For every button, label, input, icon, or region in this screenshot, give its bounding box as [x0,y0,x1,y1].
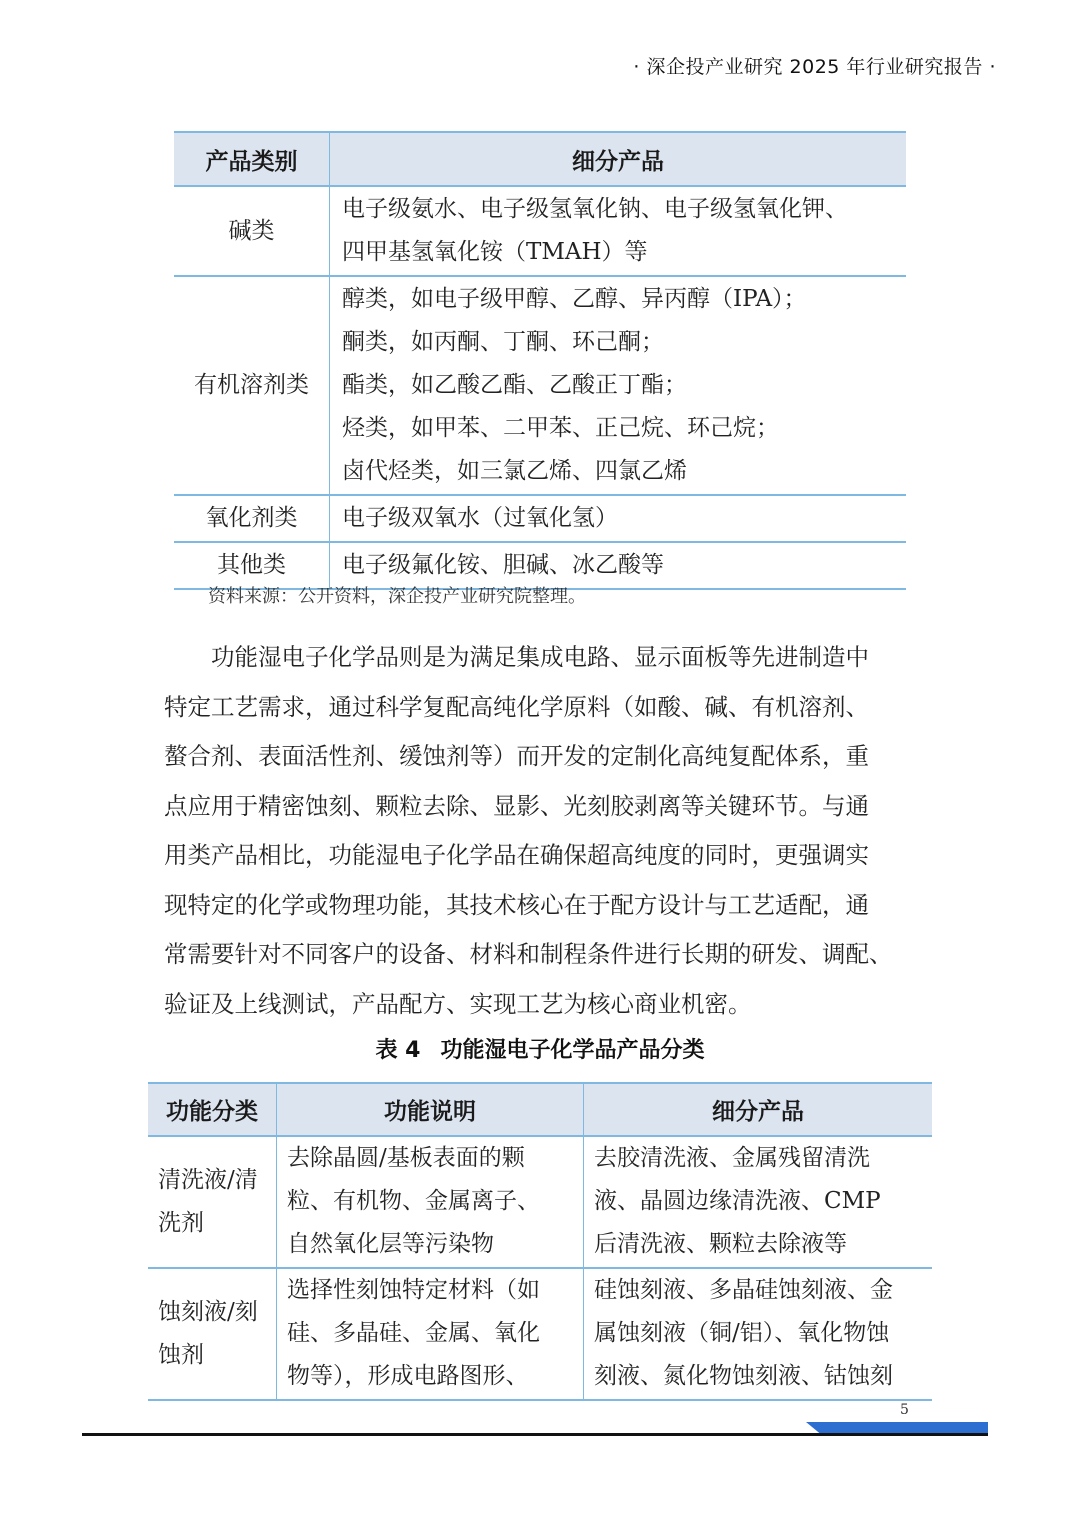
paragraph-line: 点应用于精密蚀刻、颗粒去除、显影、光刻胶剥离等关键环节。与通 [164,791,869,820]
cell-line: 属蚀刻液（铜/铝）、氧化物蚀 [594,1320,890,1346]
category-cell: 有机溶剂类 [174,276,330,495]
cell-line: 硅、多晶硅、金属、氧化 [287,1320,540,1346]
category-cell [148,1136,277,1268]
products-cell [584,1268,933,1400]
table-row [148,1136,932,1268]
cell-line: 后清洗液、颗粒去除液等 [594,1231,847,1257]
product-line: 卤代烃类，如三氯乙烯、四氯乙烯 [342,458,687,484]
cell-line: 洗剂 [158,1209,204,1236]
table-row [174,186,906,276]
product-line: 醇类，如电子级甲醇、乙醇、异丙醇（IPA）； [342,286,807,312]
category-cell [148,1268,277,1400]
column-header: 功能说明 [277,1083,584,1136]
paragraph-line: 验证及上线测试，产品配方、实现工艺为核心商业机密。 [164,989,752,1018]
table-title: 功能湿电子化学品产品分类 [440,1038,705,1063]
products-cell [330,186,907,276]
table-row [148,1268,932,1400]
product-line: 电子级氟化铵、胆碱、冰乙酸等 [342,552,664,578]
cell-line: 去胶清洗液、金属残留清洗 [594,1145,870,1171]
table-row [174,276,906,495]
category-cell: 氧化剂类 [174,495,330,542]
table-source-note: 资料来源：公开资料，深企投产业研究院整理。 [208,586,586,607]
page-number: 5 [900,1402,909,1418]
column-header: 产品类别 [174,132,330,186]
product-line: 电子级双氧水（过氧化氢） [342,505,618,531]
description-cell [277,1136,584,1268]
paragraph-line: 常需要针对不同客户的设备、材料和制程条件进行长期的研发、调配、 [164,940,893,968]
products-cell [330,276,907,495]
table-row [174,495,906,542]
paragraph-line: 用类产品相比，功能湿电子化学品在确保超高纯度的同时，更强调实 [164,841,869,869]
cell-line: 清洗液/清 [158,1166,258,1193]
paragraph-line: 螯合剂、表面活性剂、缓蚀剂等）而开发的定制化高纯复配体系，重 [164,742,869,770]
table-alkali-organic-categories [174,131,906,590]
footer-rule [82,1433,988,1436]
cell-line: 去除晶圆/基板表面的颗 [287,1145,525,1171]
description-cell [277,1268,584,1400]
product-line: 烃类，如甲苯、二甲苯、正己烷、环己烷； [342,415,779,441]
cell-line: 蚀刻液/刻 [158,1298,258,1325]
paragraph-line: 现特定的化学或物理功能，其技术核心在于配方设计与工艺适配，通 [164,890,869,919]
body-paragraph [164,633,916,1029]
table-caption [0,1033,1080,1064]
product-line: 酮类，如丙酮、丁酮、环己酮； [342,329,664,355]
category-cell: 其他类 [174,542,330,589]
product-line: 四甲基氢氧化铵（TMAH）等 [342,239,648,265]
paragraph-line: 特定工艺需求，通过科学复配高纯化学原料（如酸、碱、有机溶剂、 [164,692,869,721]
table-functional-chemicals [148,1082,932,1401]
cell-line: 自然氧化层等污染物 [287,1231,494,1257]
paragraph-line: 功能湿电子化学品则是为满足集成电路、显示面板等先进制造中 [164,643,869,671]
column-header: 细分产品 [584,1083,933,1136]
products-cell [330,495,907,542]
product-line: 酯类，如乙酸乙酯、乙酸正丁酯； [342,372,687,398]
products-cell [584,1136,933,1268]
column-header: 细分产品 [330,132,907,186]
cell-line: 硅蚀刻液、多晶硅蚀刻液、金 [594,1277,893,1303]
running-header: · 深企投产业研究 2025 年行业研究报告 · [633,56,996,78]
column-header: 功能分类 [148,1083,277,1136]
cell-line: 蚀剂 [158,1341,204,1368]
table-number: 表 4 [375,1038,421,1063]
table-header-row [174,132,906,186]
table-header-row [148,1083,932,1136]
cell-line: 选择性刻蚀特定材料（如 [287,1277,540,1303]
cell-line: 刻液、氮化物蚀刻液、钴蚀刻 [594,1363,893,1389]
cell-line: 物等），形成电路图形、 [287,1363,529,1389]
product-line: 电子级氨水、电子级氢氧化钠、电子级氢氧化钾、 [342,196,848,222]
category-cell: 碱类 [174,186,330,276]
cell-line: 液、晶圆边缘清洗液、CMP [594,1188,881,1214]
cell-line: 粒、有机物、金属离子、 [287,1188,540,1214]
